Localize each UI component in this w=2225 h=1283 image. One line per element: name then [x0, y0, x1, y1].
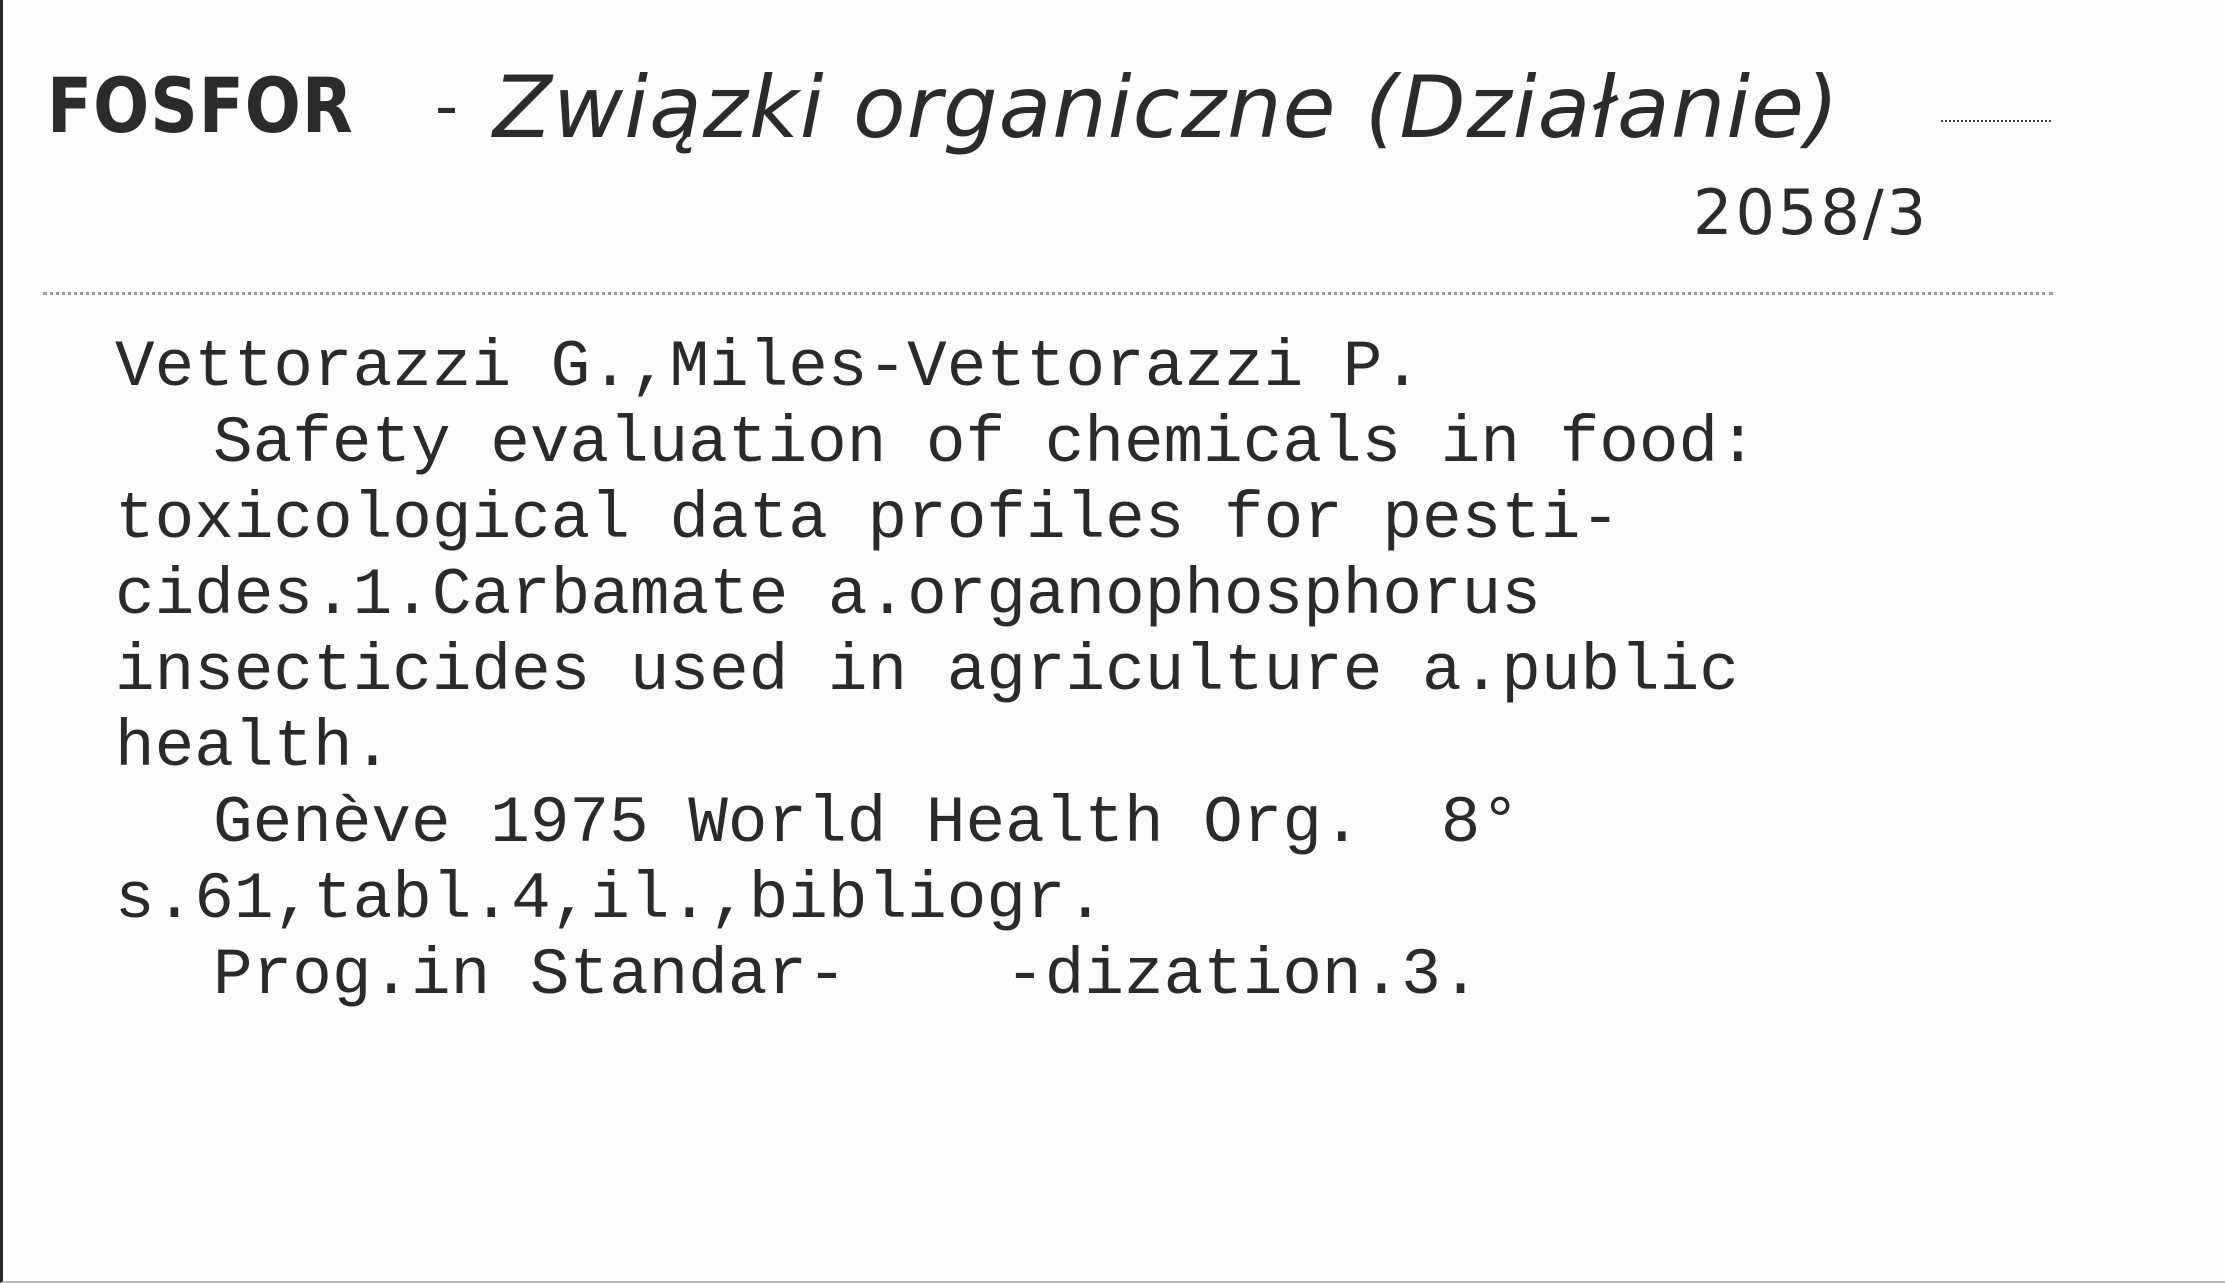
authors-line: Vettorazzi G.,Miles-Vettorazzi P. — [115, 330, 1423, 405]
collation-line: s.61,tabl.4,il.,bibliogr. — [115, 862, 1106, 937]
subject-term: FOSFOR — [47, 62, 354, 151]
series-part-1: Prog.in Standar- — [213, 938, 847, 1013]
title-line: insecticides used in agriculture a.public — [115, 634, 1739, 709]
heading-dash: - — [435, 70, 459, 144]
title-line: health. — [115, 710, 393, 785]
series-line — [115, 938, 2175, 1014]
divider-rule — [43, 292, 2053, 295]
subject-heading — [47, 40, 2107, 158]
bibliographic-entry — [115, 330, 2175, 1014]
title-line: toxicological data profiles for pesti- — [115, 482, 1621, 557]
dotted-leader — [1941, 120, 2051, 122]
series-part-2: -dization.3. — [1005, 938, 1481, 1013]
series-gap — [847, 938, 1005, 1013]
imprint-line: Genève 1975 World Health Org. 8° — [213, 786, 1521, 861]
card-number: 2058/3 — [1693, 176, 1930, 249]
title-line: cides.1.Carbamate a.organophosphorus — [115, 558, 1541, 633]
title-line: Safety evaluation of chemicals in food: — [213, 406, 1758, 481]
handwritten-subheading: Związki organiczne (Działanie) — [493, 58, 1840, 158]
